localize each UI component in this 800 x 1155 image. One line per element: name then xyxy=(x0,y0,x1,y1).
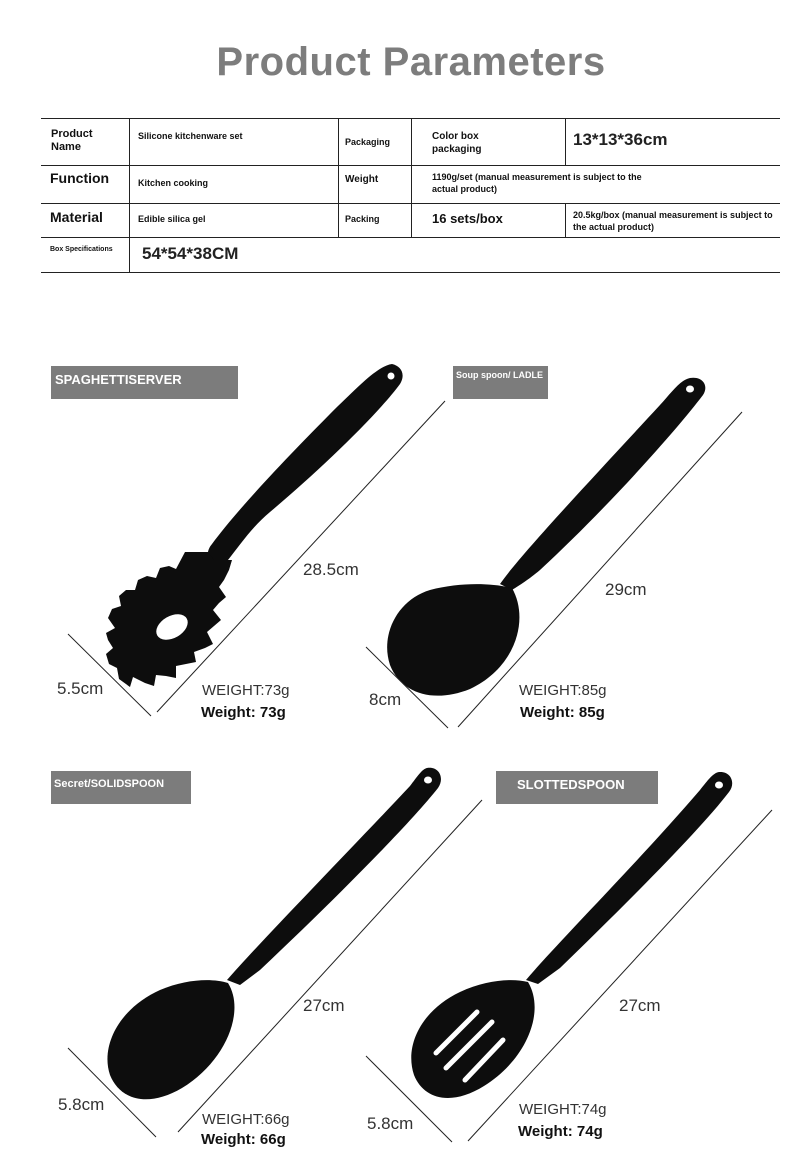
weight-value: 1190g/set (manual measurement is subject to the actual product) xyxy=(432,172,642,194)
spaghetti-server-length: 28.5cm xyxy=(303,560,359,579)
slotted-spoon-image xyxy=(366,772,772,1142)
box-spec-value: 54*54*38CM xyxy=(142,244,239,263)
product-name-label: Product Name xyxy=(51,128,93,153)
slotted-spoon-length: 27cm xyxy=(619,996,661,1015)
ladle-tag: Soup spoon/ LADLE xyxy=(453,366,548,399)
product-name-value: Silicone kitchenware set xyxy=(138,131,243,141)
ladle-image xyxy=(366,378,742,728)
solid-spoon-length: 27cm xyxy=(303,996,345,1015)
page-title: Product Parameters xyxy=(216,40,606,84)
solid-spoon-weight-upper: WEIGHT:66g xyxy=(202,1111,290,1128)
ladle-weight: Weight: 85g xyxy=(520,704,605,721)
solid-spoon-width: 5.8cm xyxy=(58,1095,105,1114)
box-weight-value: 20.5kg/box (manual measurement is subject to the actual product) xyxy=(573,210,773,232)
packaging-label: Packaging xyxy=(345,137,391,147)
function-value: Kitchen cooking xyxy=(138,178,209,188)
weight-label: Weight xyxy=(345,174,379,185)
solid-spoon-tag: Secret/SOLIDSPOON xyxy=(51,771,191,804)
packaging-size: 13*13*36cm xyxy=(573,130,668,149)
packaging-value: Color box packaging xyxy=(432,131,482,155)
packing-label: Packing xyxy=(345,214,380,224)
spaghetti-server-width: 5.5cm xyxy=(57,679,104,698)
function-label: Function xyxy=(50,170,110,186)
ladle-length: 29cm xyxy=(605,580,647,599)
slotted-spoon-weight-upper: WEIGHT:74g xyxy=(519,1101,607,1118)
ladle-width: 8cm xyxy=(369,690,402,709)
slotted-spoon-width: 5.8cm xyxy=(367,1114,414,1133)
spaghetti-server-weight: Weight: 73g xyxy=(201,704,286,721)
packing-value: 16 sets/box xyxy=(432,211,503,226)
box-spec-label: Box Specifications xyxy=(50,246,113,253)
ladle-weight-upper: WEIGHT:85g xyxy=(519,682,607,699)
slotted-spoon-tag: SLOTTEDSPOON xyxy=(496,771,658,804)
spaghetti-server-weight-upper: WEIGHT:73g xyxy=(202,682,290,699)
material-value: Edible silica gel xyxy=(138,214,206,224)
slotted-spoon-weight: Weight: 74g xyxy=(518,1123,603,1140)
spaghetti-server-image xyxy=(68,364,445,716)
material-label: Material xyxy=(50,209,103,225)
solid-spoon-weight: Weight: 66g xyxy=(201,1131,286,1148)
spaghetti-server-tag: SPAGHETTISERVER xyxy=(51,366,238,399)
